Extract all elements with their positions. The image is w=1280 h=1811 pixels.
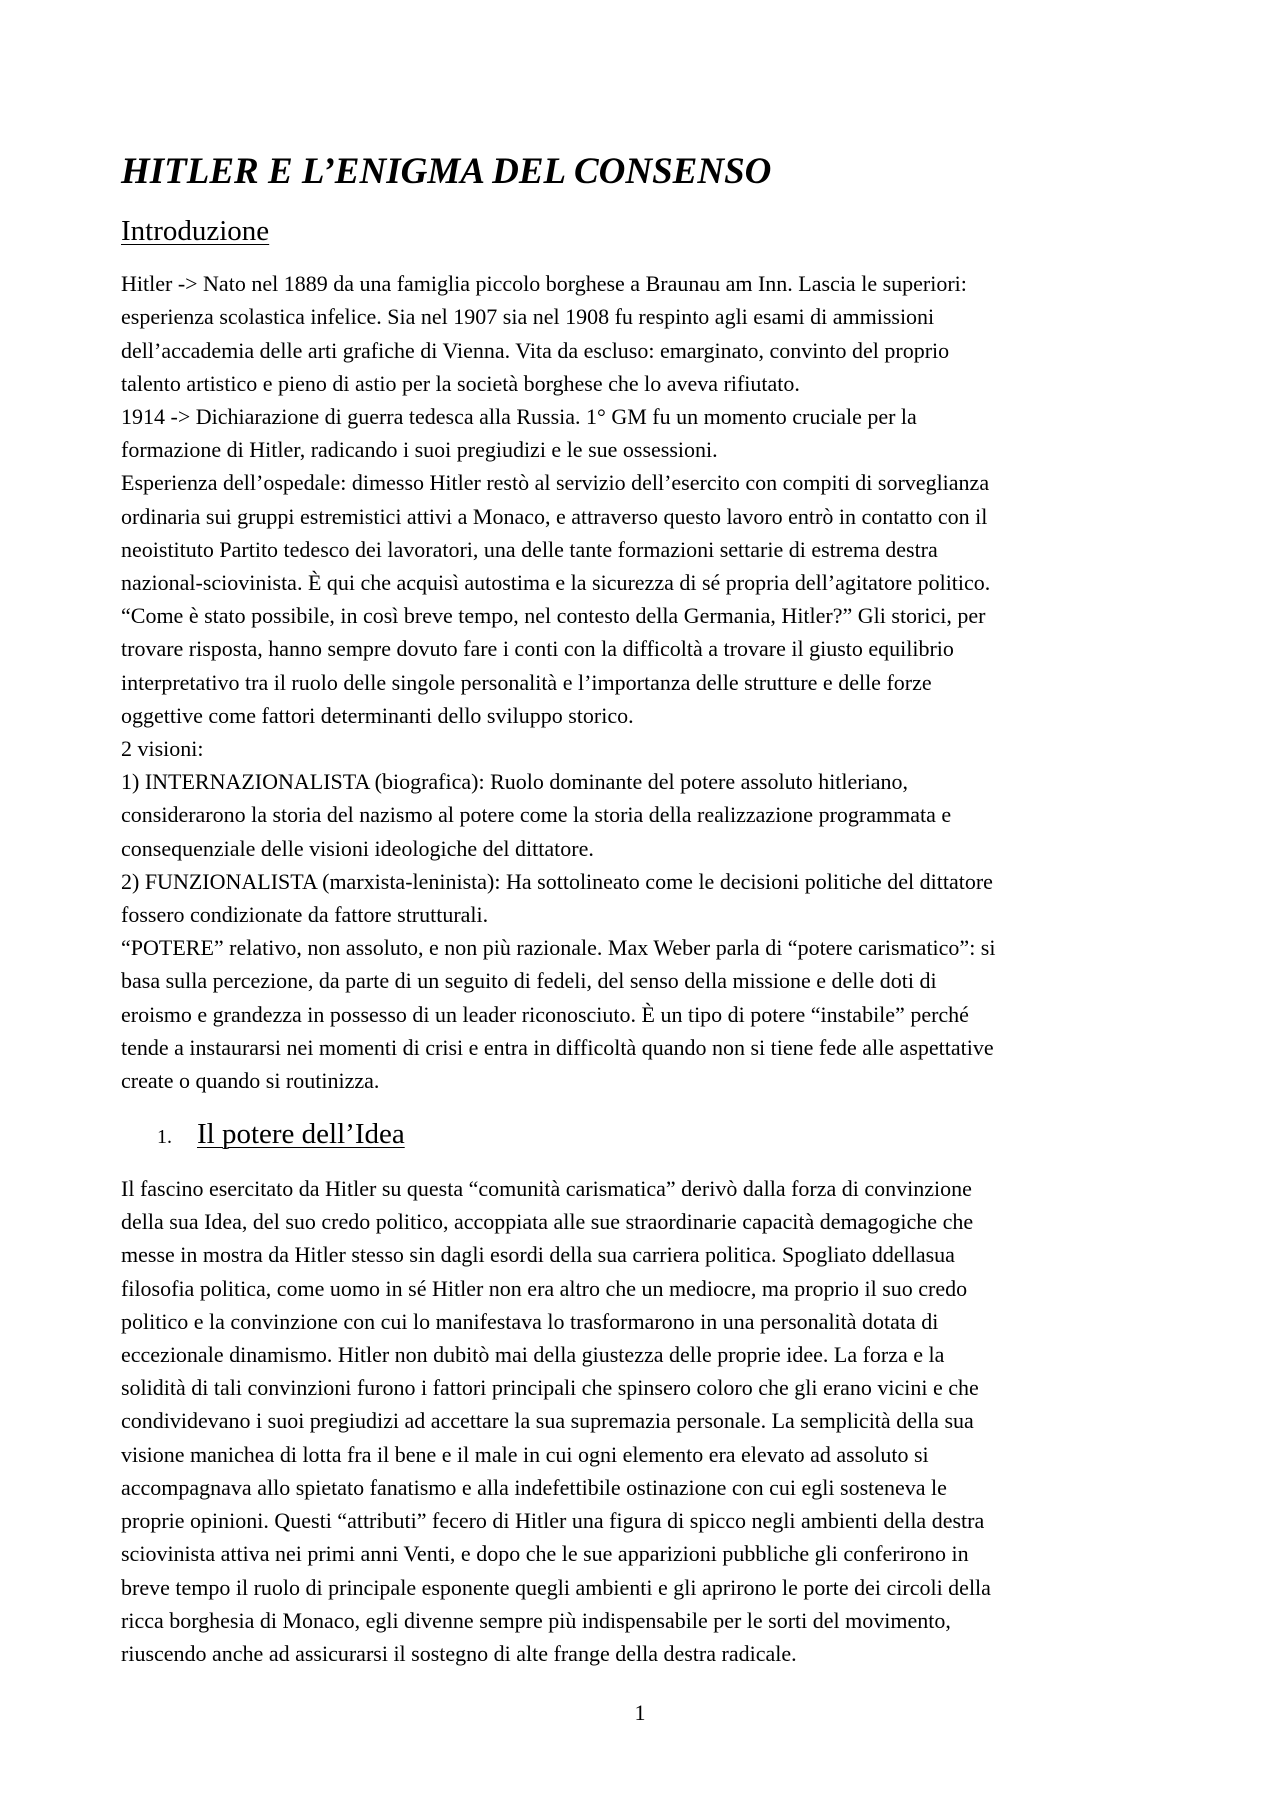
text-line: visione manichea di lotta fra il bene e il male in cui ogni elemento era elevato ad assoluto si (121, 1441, 929, 1467)
list-number: 1. (157, 1126, 172, 1149)
text-line: eroismo e grandezza in possesso di un leader riconosciuto. È un tipo di potere “instabile” perché (121, 1001, 969, 1027)
text-line: messe in mostra da Hitler stesso sin dagli esordi della sua carriera politica. Spogliato ddellasua (121, 1242, 955, 1268)
text-line: solidità di tali convinzioni furono i fattori principali che spinsero coloro che gli erano vicini e che (121, 1375, 979, 1401)
text-line: riuscendo anche ad assicurarsi il sostegno di alte frange della destra radicale. (121, 1640, 797, 1666)
text-line: talento artistico e pieno di astio per la società borghese che lo aveva rifiutato. (121, 370, 800, 396)
text-line: basa sulla percezione, da parte di un seguito di fedeli, del senso della missione e delle doti di (121, 968, 937, 994)
text-line: Esperienza dell’ospedale: dimesso Hitler restò al servizio dell’esercito con compiti di sorveglianza (121, 470, 990, 496)
section-body-il-potere-dell-idea (121, 1172, 1150, 1670)
text-line: “Come è stato possibile, in così breve tempo, nel contesto della Germania, Hitler?” Gli storici, per (121, 603, 986, 629)
text-line: oggettive come fattori determinanti dello sviluppo storico. (121, 702, 634, 728)
text-line: ordinaria sui gruppi estremistici attivi a Monaco, e attraverso questo lavoro entrò in contatto con il (121, 503, 988, 529)
text-line: condividevano i suoi pregiudizi ad accettare la sua supremazia personale. La semplicità della sua (121, 1408, 974, 1434)
text-line: proprie opinioni. Questi “attributi” fecero di Hitler una figura di spicco negli ambienti della destra (121, 1508, 985, 1534)
text-line: “POTERE” relativo, non assoluto, e non più razionale. Max Weber parla di “potere carismatico”: si (121, 935, 996, 961)
text-line: 1914 -> Dichiarazione di guerra tedesca alla Russia. 1° GM fu un momento cruciale per la (121, 404, 917, 429)
text-line: create o quando si routinizza. (121, 1068, 380, 1094)
text-line: politico e la convinzione con cui lo manifestava lo trasformarono in una personalità dotata di (121, 1308, 939, 1334)
text-line: sciovinista attiva nei primi anni Venti, e dopo che le sue apparizioni pubbliche gli conferirono in (121, 1541, 969, 1567)
text-line: Il fascino esercitato da Hitler su questa “comunità carismatica” derivò dalla forza di convinzione (121, 1176, 972, 1202)
text-line: dell’accademia delle arti grafiche di Vienna. Vita da escluso: emarginato, convinto del proprio (121, 337, 950, 363)
text-line: consequenziale delle visioni ideologiche del dittatore. (121, 835, 594, 861)
text-line: tende a instaurarsi nei momenti di crisi e entra in difficoltà quando non si tiene fede alle aspettative (121, 1034, 994, 1060)
text-line: esperienza scolastica infelice. Sia nel 1907 sia nel 1908 fu respinto agli esami di ammissioni (121, 304, 935, 330)
text-line: 2 visioni: (121, 736, 204, 762)
text-line: nazional-sciovinista. È qui che acquisì autostima e la sicurezza di sé propria dell’agitatore politico. (121, 570, 991, 596)
text-line: breve tempo il ruolo di principale esponente quegli ambienti e gli aprirono le porte dei circoli della (121, 1574, 991, 1600)
text-line: fossero condizionate da fattore strutturali. (121, 902, 489, 928)
section-heading-text: Il potere dell’Idea (197, 1118, 405, 1151)
text-line: ricca borghesia di Monaco, egli divenne sempre più indispensabile per le sorti del movimento, (121, 1607, 951, 1633)
text-line: neoistituto Partito tedesco dei lavoratori, una delle tante formazioni settarie di estrema destra (121, 536, 938, 562)
text-line: filosofia politica, come uomo in sé Hitler non era altro che un mediocre, ma proprio il suo credo (121, 1275, 968, 1301)
text-line: accompagnava allo spietato fanatismo e alla indefettibile ostinazione con cui egli sosteneva le (121, 1474, 947, 1500)
text-line: della sua Idea, del suo credo politico, accoppiata alle sue straordinarie capacità demagogiche che (121, 1209, 974, 1235)
text-line: Hitler -> Nato nel 1889 da una famiglia piccolo borghese a Braunau am Inn. Lascia le superiori: (121, 271, 967, 297)
text-line: considerarono la storia del nazismo al potere come la storia della realizzazione programmata e (121, 802, 952, 828)
page-number: 1 (634, 1700, 646, 1725)
text-line: eccezionale dinamismo. Hitler non dubitò mai della giustezza delle proprie idee. La forza e la (121, 1342, 945, 1368)
section-heading-il-potere-dell-idea (157, 1117, 1150, 1152)
section-heading-introduzione: Introduzione (121, 215, 270, 248)
text-line: 1) INTERNAZIONALISTA (biografica): Ruolo dominante del potere assoluto hitleriano, (121, 769, 908, 795)
text-line: 2) FUNZIONALISTA (marxista-leninista): Ha sottolineato come le decisioni politiche del dittatore (121, 868, 993, 894)
text-line: formazione di Hitler, radicando i suoi pregiudizi e le sue ossessioni. (121, 437, 718, 463)
document-title: HITLER E L’ENIGMA DEL CONSENSO (121, 151, 772, 192)
text-line: trovare risposta, hanno sempre dovuto fare i conti con la difficoltà a trovare il giusto equilibrio (121, 636, 954, 662)
text-line: interpretativo tra il ruolo delle singole personalità e l’importanza delle strutture e delle forze (121, 669, 932, 695)
section-body-introduzione (121, 267, 1150, 1097)
